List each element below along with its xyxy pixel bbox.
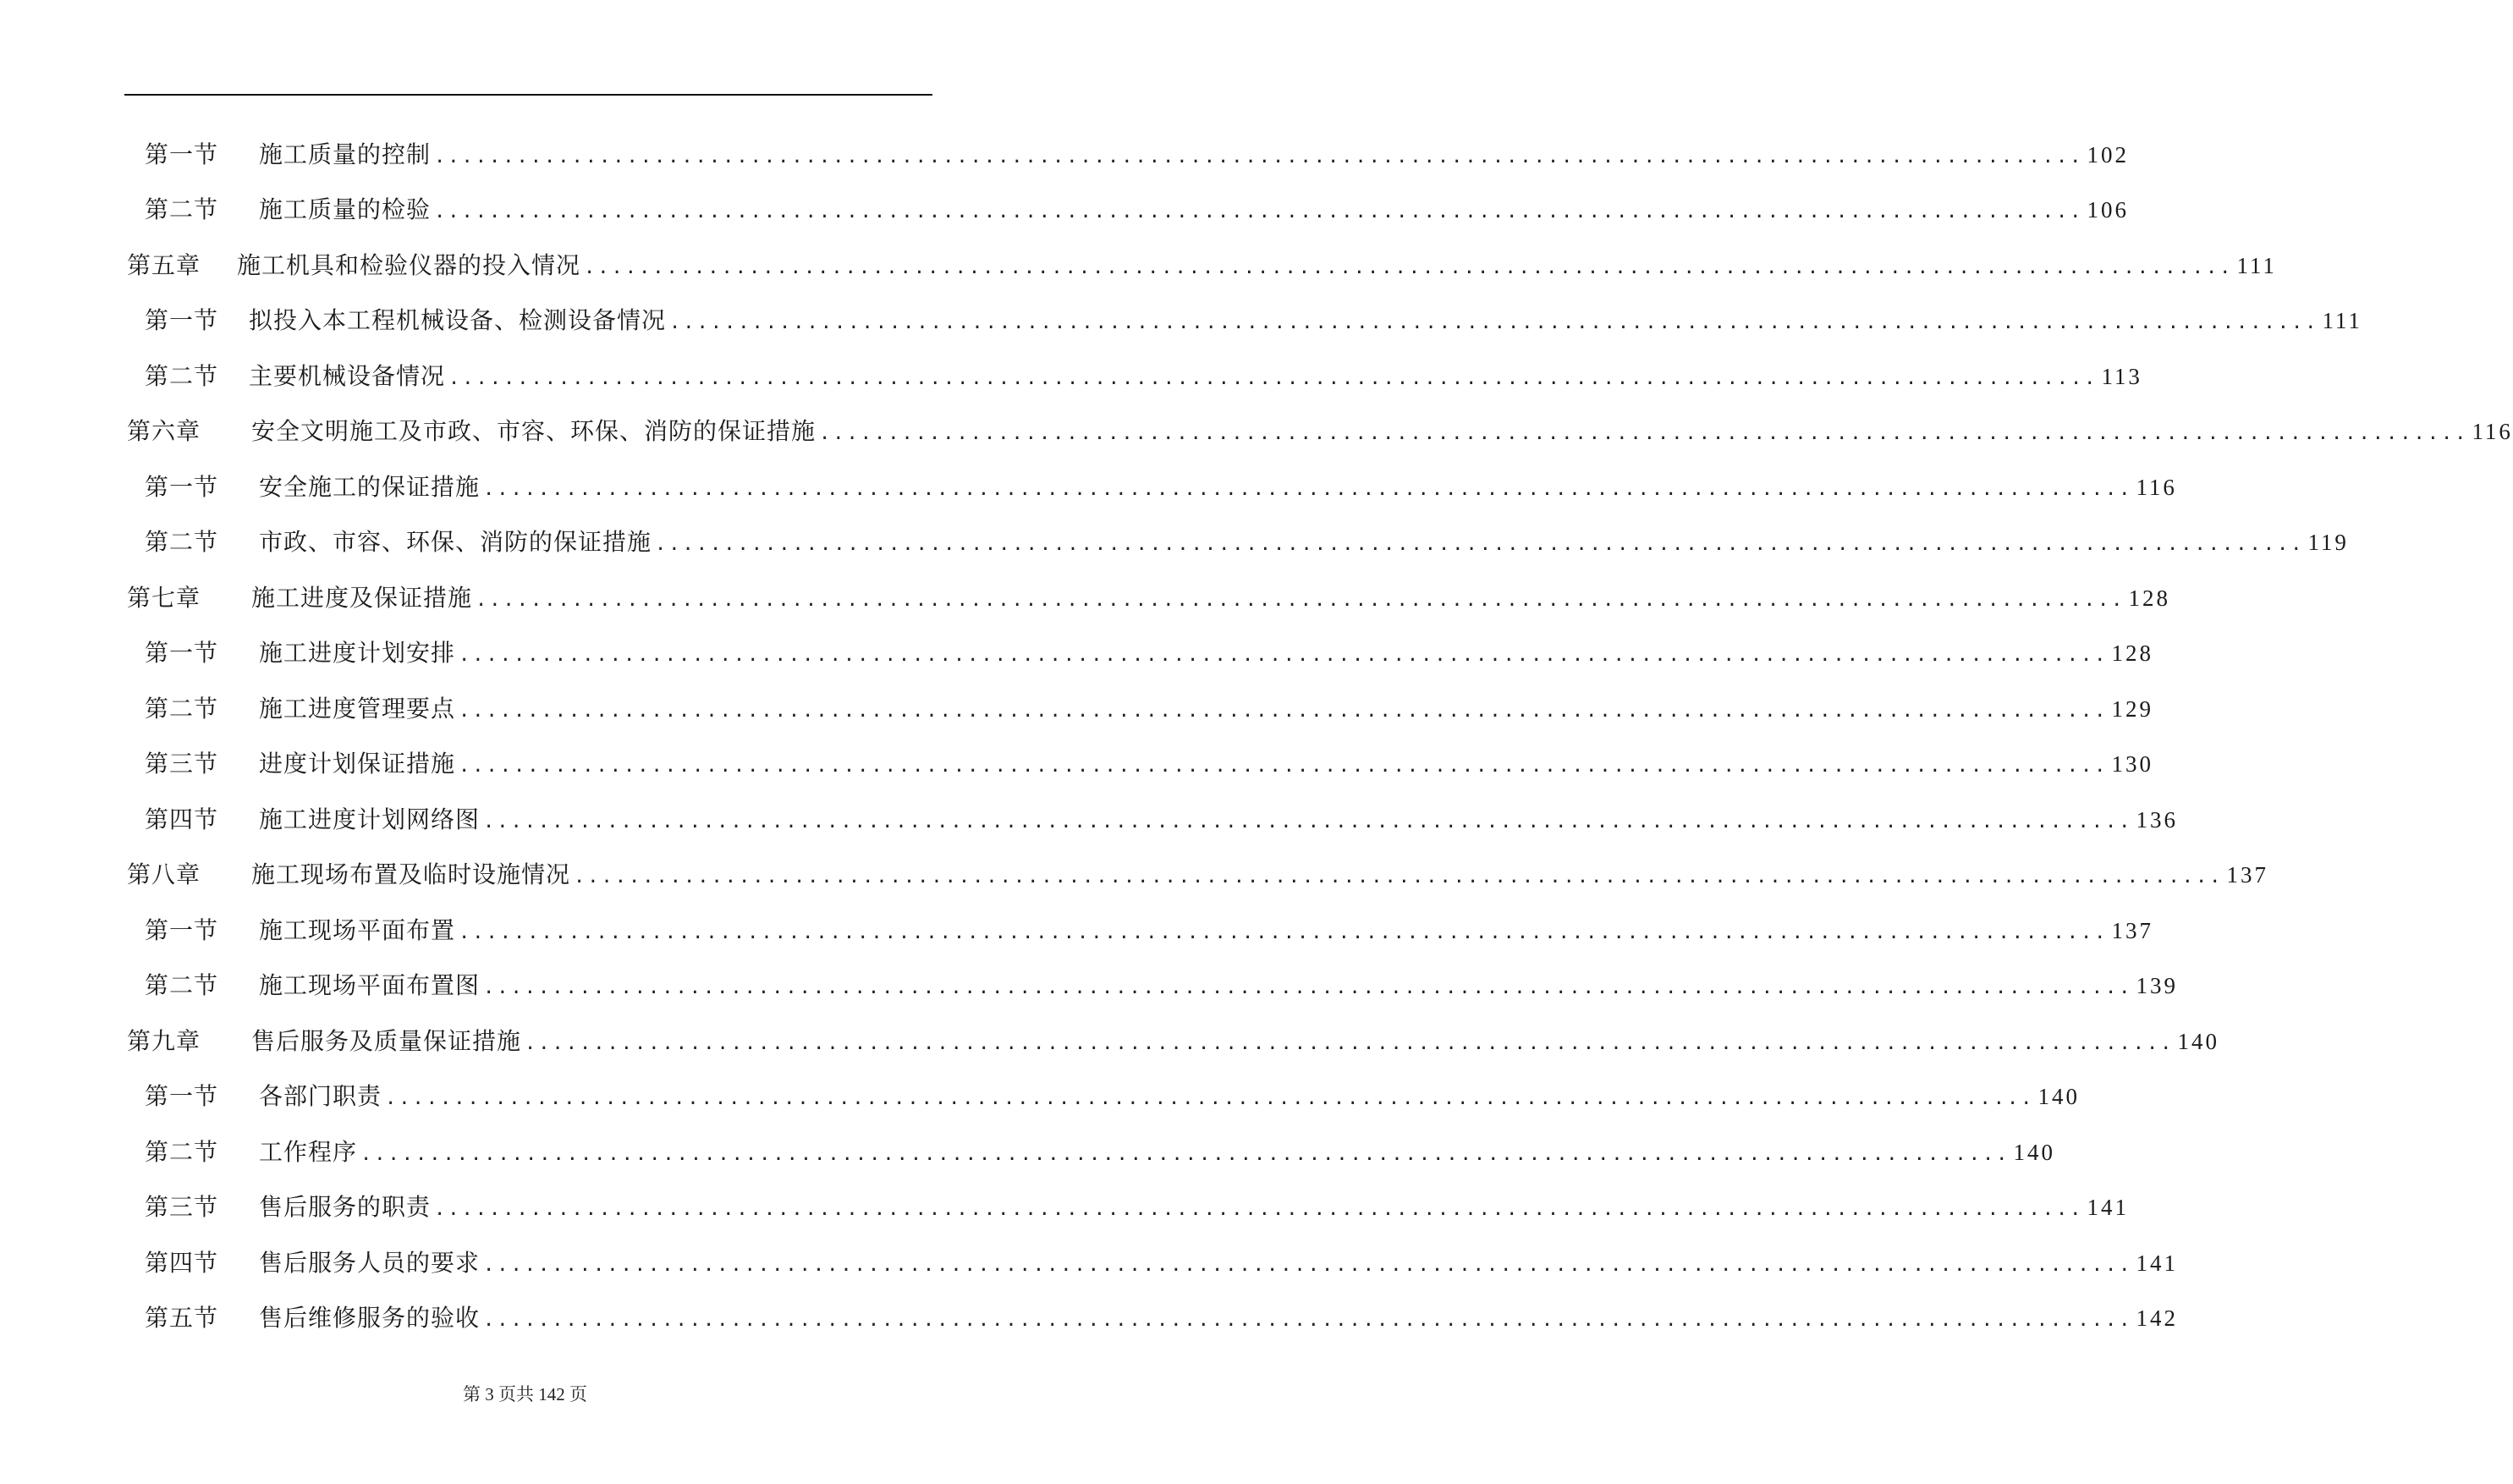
toc-entry-page: 141 — [2087, 1195, 2129, 1221]
toc-entry[interactable] — [0, 1234, 2178, 1289]
toc-entry-page: 111 — [2322, 308, 2362, 334]
toc-entry[interactable] — [0, 458, 2177, 514]
toc-entry-title: 售后维修服务的验收 — [259, 1304, 481, 1333]
toc-entry-number: 第五节 — [145, 1304, 219, 1333]
toc-entry[interactable] — [0, 679, 2153, 735]
toc-entry-page: 116 — [2472, 419, 2513, 445]
toc-entry-page: 128 — [2111, 640, 2153, 667]
toc-entry-page: 137 — [2226, 862, 2268, 888]
toc-entry-number: 第一节 — [145, 472, 219, 501]
toc-entry[interactable] — [0, 735, 2153, 791]
toc-entry-title: 各部门职责 — [259, 1082, 382, 1111]
toc-entry-number: 第一节 — [145, 306, 219, 335]
header-rule — [124, 94, 932, 96]
toc-entry[interactable] — [0, 624, 2153, 680]
toc-entry-title: 售后服务及质量保证措施 — [251, 1026, 522, 1055]
toc-entry-page: 137 — [2111, 917, 2153, 943]
toc-entry-number: 第八章 — [127, 860, 201, 889]
toc-entry-page: 141 — [2136, 1250, 2178, 1276]
toc-entry-title: 拟投入本工程机械设备、检测设备情况 — [249, 306, 667, 335]
dot-leader: ........................................................................................................................ — [459, 700, 2109, 722]
toc-entry-title: 施工进度计划网络图 — [259, 805, 481, 833]
dot-leader: ........................................................................................................................ — [819, 423, 2469, 445]
dot-leader: ........................................................................................................................ — [525, 1032, 2175, 1054]
dot-leader: ........................................................................................................................ — [459, 756, 2109, 778]
toc-entry[interactable] — [0, 181, 2129, 237]
dot-leader: ........................................................................................................................ — [483, 478, 2133, 500]
toc-entry-title: 安全文明施工及市政、市容、环保、消防的保证措施 — [251, 417, 817, 446]
toc-entry-title: 进度计划保证措施 — [259, 750, 456, 778]
dot-leader: ........................................................................................................................ — [483, 811, 2133, 833]
dot-leader: ........................................................................................................................ — [483, 977, 2133, 999]
toc-entry-title: 施工质量的控制 — [259, 140, 432, 168]
toc-entry-page: 113 — [2101, 363, 2142, 389]
toc-entry[interactable] — [0, 514, 2349, 569]
toc-entry[interactable] — [0, 125, 2129, 181]
toc-entry-page: 111 — [2236, 252, 2277, 278]
toc-entry[interactable] — [0, 1123, 2055, 1179]
toc-entry[interactable] — [0, 347, 2142, 403]
toc-entry-page: 106 — [2087, 197, 2129, 223]
page-footer: 第 3 页共 142 页 — [463, 1384, 587, 1404]
toc-entry-number: 第四节 — [145, 1248, 219, 1277]
toc-entry-page: 129 — [2111, 695, 2153, 722]
toc-entry-title: 施工机具和检验仪器的投入情况 — [237, 250, 581, 279]
toc-entry-title: 施工进度及保证措施 — [251, 583, 473, 612]
toc-entry-page: 102 — [2087, 141, 2129, 168]
toc-entry-page: 119 — [2307, 530, 2349, 556]
toc-entry-page: 140 — [2177, 1028, 2219, 1054]
toc-entry-number: 第三节 — [145, 1193, 219, 1222]
toc-entry-number: 第二节 — [145, 195, 219, 224]
toc-entry-title: 施工现场布置及临时设施情况 — [251, 860, 571, 889]
toc-entry-title: 安全施工的保证措施 — [259, 472, 481, 501]
toc-entry-page: 130 — [2111, 751, 2153, 778]
dot-leader: ........................................................................................................................ — [459, 921, 2109, 943]
toc-entry-page: 142 — [2136, 1305, 2178, 1332]
toc-entry[interactable] — [0, 901, 2153, 957]
toc-entry[interactable] — [0, 846, 2268, 902]
dot-leader: ........................................................................................................................ — [655, 534, 2305, 556]
toc-entry-number: 第二节 — [145, 694, 219, 723]
dot-leader: ........................................................................................................................ — [669, 312, 2319, 334]
toc-entry[interactable] — [0, 292, 2362, 348]
toc-entry-number: 第二节 — [145, 528, 219, 557]
toc-entry-page: 139 — [2136, 973, 2178, 999]
toc-entry-title: 主要机械设备情况 — [249, 361, 446, 390]
toc-entry-page: 136 — [2136, 806, 2178, 833]
toc-entry-title: 施工现场平面布置 — [259, 915, 456, 944]
toc-entry-title: 施工现场平面布置图 — [259, 971, 481, 1000]
dot-leader: ........................................................................................................................ — [434, 201, 2084, 223]
toc-entry-number: 第一节 — [145, 639, 219, 668]
toc-entry-number: 第三节 — [145, 750, 219, 778]
toc-entry[interactable] — [0, 1179, 2129, 1234]
toc-entry[interactable] — [0, 790, 2178, 846]
toc-entry-title: 售后服务人员的要求 — [259, 1248, 481, 1277]
dot-leader: ........................................................................................................................ — [574, 866, 2224, 888]
dot-leader: ........................................................................................................................ — [360, 1143, 2010, 1165]
toc-entry-page: 128 — [2128, 585, 2170, 611]
toc-entry-number: 第二节 — [145, 1137, 219, 1166]
dot-leader: ........................................................................................................................ — [584, 256, 2234, 278]
toc-entry-page: 116 — [2136, 474, 2177, 500]
toc-entry[interactable] — [0, 1289, 2178, 1345]
dot-leader: ........................................................................................................................ — [483, 1310, 2133, 1332]
dot-leader: ........................................................................................................................ — [483, 1254, 2133, 1276]
dot-leader: ........................................................................................................................ — [434, 146, 2084, 168]
toc-entry[interactable] — [0, 1012, 2219, 1068]
toc-entry[interactable] — [0, 569, 2170, 624]
dot-leader: ........................................................................................................................ — [385, 1088, 2035, 1110]
toc-entry-title: 施工质量的检验 — [259, 195, 432, 224]
toc-entry-number: 第四节 — [145, 805, 219, 833]
toc-entry-number: 第一节 — [145, 140, 219, 168]
toc-entry[interactable] — [0, 957, 2178, 1013]
toc-entry[interactable] — [0, 236, 2277, 292]
toc-entry-number: 第九章 — [127, 1026, 201, 1055]
toc-entry[interactable] — [0, 403, 2513, 459]
dot-leader: ........................................................................................................................ — [434, 1199, 2084, 1221]
dot-leader: ........................................................................................................................ — [459, 645, 2109, 667]
toc-entry-title: 市政、市容、环保、消防的保证措施 — [259, 528, 652, 557]
toc-entry-number: 第七章 — [127, 583, 201, 612]
dot-leader: ........................................................................................................................ — [476, 589, 2125, 611]
toc-entry-title: 售后服务的职责 — [259, 1193, 432, 1222]
toc-entry-number: 第五章 — [127, 250, 201, 279]
toc-entry-title: 施工进度管理要点 — [259, 694, 456, 723]
toc-entry-page: 140 — [2037, 1084, 2080, 1110]
toc-entry-title: 施工进度计划安排 — [259, 639, 456, 668]
table-of-contents — [0, 125, 2513, 1344]
toc-entry[interactable] — [0, 1068, 2080, 1124]
toc-entry-number: 第一节 — [145, 1082, 219, 1111]
toc-entry-number: 第一节 — [145, 915, 219, 944]
toc-entry-number: 第六章 — [127, 417, 201, 446]
toc-entry-page: 140 — [2013, 1139, 2055, 1165]
toc-entry-number: 第二节 — [145, 361, 219, 390]
dot-leader: ........................................................................................................................ — [448, 367, 2098, 389]
toc-entry-number: 第二节 — [145, 971, 219, 1000]
toc-entry-title: 工作程序 — [259, 1137, 358, 1166]
